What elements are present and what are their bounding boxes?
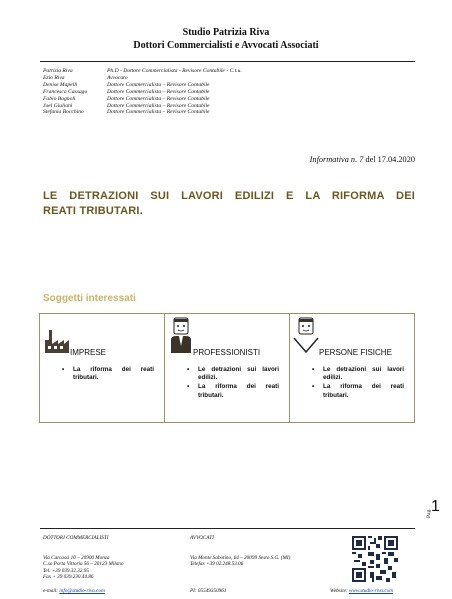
staff-name: Joel Giuliani	[43, 102, 73, 109]
informativa-date: del 17.04.2020	[365, 155, 415, 164]
qr-code-icon	[352, 536, 398, 582]
firm-subtitle: Dottori Commercialisti e Avvocati Associati	[133, 40, 319, 51]
person-icon	[293, 316, 319, 354]
address-line: Telefax +39 02.248.53.06	[190, 561, 244, 568]
professional-person-icon	[170, 316, 192, 354]
staff-name: Francesca Cassago	[43, 88, 88, 95]
staff-row	[43, 82, 242, 89]
address-line: Via Carcassi 10 – 20900 Monza	[43, 555, 110, 561]
list-item: • Le detrazioni sui lavori edilizi.	[187, 366, 279, 382]
staff-role: Avvocato	[107, 74, 128, 81]
category-imprese	[40, 314, 165, 422]
staff-name: Patrizia Riva	[43, 68, 73, 74]
website-label: Website:	[330, 588, 348, 594]
staff-name: Denise Mapelli	[43, 81, 78, 88]
categories-table	[39, 313, 415, 423]
address-line: Fax + 39 039.230.44.86	[43, 574, 94, 581]
category-label: IMPRESE	[70, 348, 107, 357]
footer-left-address	[43, 555, 123, 581]
category-items	[187, 366, 279, 401]
staff-row	[43, 89, 242, 96]
list-item: • La riforma dei reati tributari.	[62, 366, 154, 382]
informativa-reference	[310, 155, 415, 164]
category-label: PERSONE FISICHE	[319, 348, 392, 357]
firm-name: Studio Patrizia Riva	[182, 27, 270, 38]
footer-website	[330, 588, 393, 594]
document-title-line-1: LE DETRAZIONI SUI LAVORI EDILIZI E LA RIFORMA DEI	[43, 190, 415, 202]
category-persone-fisiche	[290, 314, 414, 422]
factory-icon	[43, 328, 71, 354]
page-number-marker	[426, 500, 446, 520]
footer-mid-heading: AVVOCATI	[190, 535, 214, 541]
staff-list	[43, 68, 242, 116]
address-line: C.so Porta Vittoria 56 – 20123 Milano	[43, 561, 124, 568]
staff-role: Dottore Commercialista – Revisore Contabile	[107, 102, 210, 109]
page-label: Pag.	[426, 508, 432, 518]
address-line: Tel. +39 039.32.32.95	[43, 567, 89, 574]
category-professionisti	[165, 314, 290, 422]
staff-name: Stefania Bocchino	[43, 109, 84, 116]
staff-row	[43, 75, 242, 82]
informativa-number: Informativa n. 7	[309, 155, 364, 164]
footer-mid-address	[190, 555, 290, 568]
staff-name: Ezio Riva	[43, 74, 65, 81]
list-item: • La riforma dei reati tributari.	[187, 383, 279, 399]
staff-role: Dottore Commercialista – Revisore Contabile	[107, 88, 210, 95]
staff-role: Dottore Commercialista – Revisore Contabile	[107, 81, 210, 88]
footer-piva: PI: 05549350961	[190, 588, 227, 594]
page-number: 1	[431, 498, 440, 515]
address-line: Via Monte Sabotino, 64 – 20099 Sesto S.G. (MI)	[190, 555, 291, 561]
category-label: PROFESSIONISTI	[193, 348, 261, 357]
footer-left-heading: DOTTORI COMMERCIALISTI	[43, 535, 109, 541]
section-heading: Soggetti interessati	[43, 293, 136, 304]
staff-role: Dottore Commercialista – Revisore Contabile	[107, 109, 210, 116]
staff-role: Ph.D - Dottore Commercialista - Revisore Contabile - C.t.u.	[107, 68, 242, 74]
header-divider	[40, 61, 415, 62]
footer-divider	[40, 528, 415, 529]
document-title-line-2: REATI TRIBUTARI.	[43, 205, 143, 217]
list-item: • Le detrazioni sui lavori edilizi.	[312, 366, 404, 382]
staff-row	[43, 109, 242, 116]
staff-role: Dottore Commercialista – Revisore Contabile	[107, 95, 210, 102]
list-item: • La riforma dei reati tributari.	[312, 383, 404, 399]
staff-row	[43, 68, 242, 75]
staff-name: Fabio Bagnoli	[43, 95, 76, 102]
category-items	[62, 366, 154, 383]
staff-row	[43, 96, 242, 103]
email-label: e-mail:	[43, 588, 58, 594]
website-link[interactable]: www.studio-riva.com	[348, 588, 393, 594]
email-link[interactable]: info@studio-riva.com	[59, 588, 105, 594]
footer-email	[43, 588, 105, 594]
document-title	[43, 189, 415, 219]
category-items	[312, 366, 404, 401]
